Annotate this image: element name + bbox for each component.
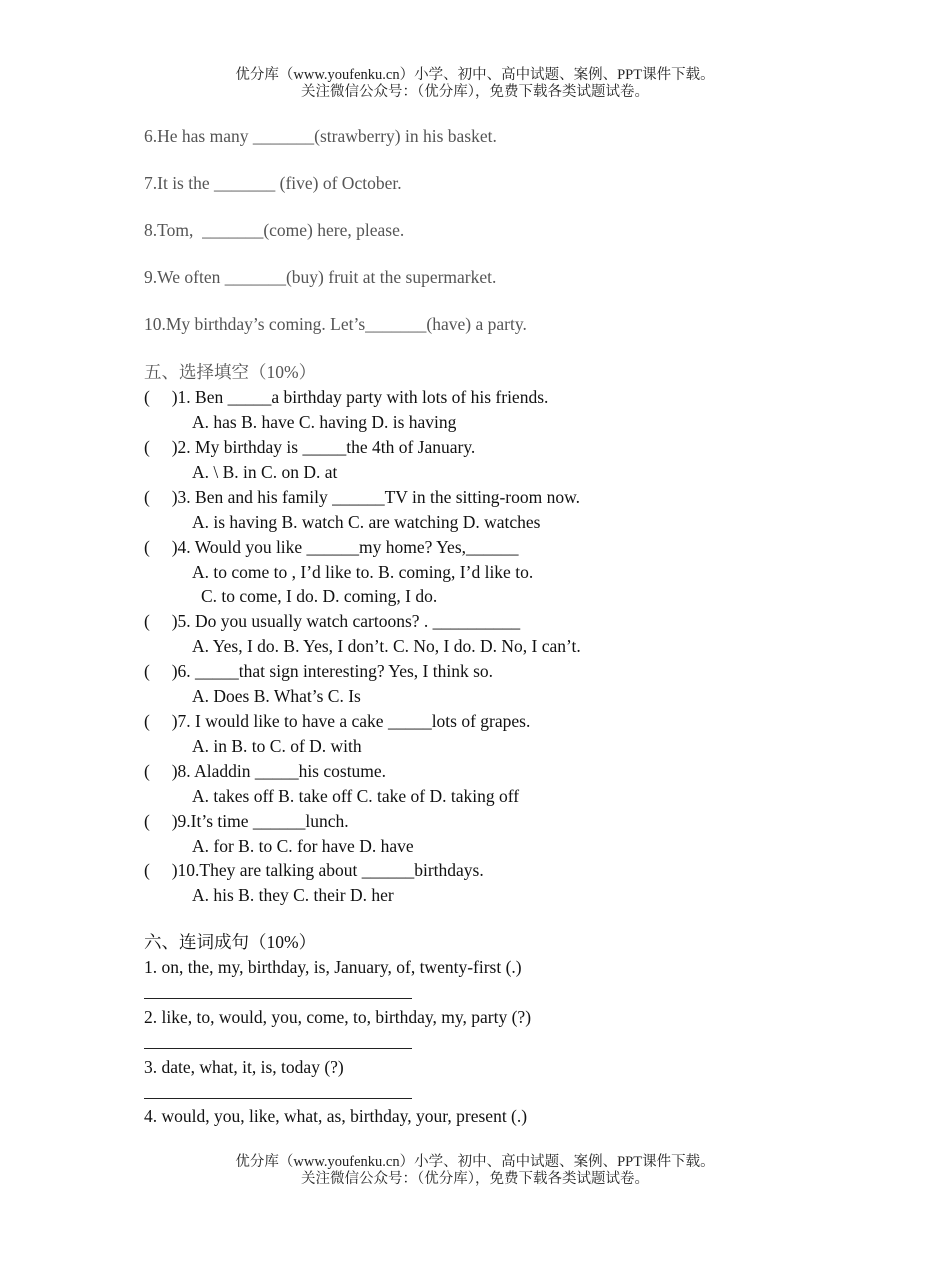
section-5-title: 五、选择填空（10%） <box>144 362 317 382</box>
fill-blank-item-8: 8.Tom, _______(come) here, please. <box>144 220 405 240</box>
fill-blank-item-9: 9.We often _______(buy) fruit at the supermarket. <box>144 267 497 287</box>
answer-line-3 <box>144 1098 412 1099</box>
mc-question-10: ( )10.They are talking about ______birthdays. <box>144 860 484 880</box>
mc-question-1: ( )1. Ben _____a birthday party with lots of his friends. <box>144 387 549 407</box>
mc-question-8: ( )8. Aladdin _____his costume. <box>144 761 387 781</box>
header-line-1: 优分库（www.youfenku.cn）小学、初中、高中试题、案例、PPT课件下载。 <box>235 67 715 83</box>
answer-line-1 <box>144 998 412 999</box>
mc-options-10: A. his B. they C. their D. her <box>192 885 394 905</box>
mc-question-4: ( )4. Would you like ______my home? Yes,______ <box>144 537 519 557</box>
mc-options-4a: A. to come to , I’d like to. B. coming, I’d like to. <box>192 562 534 582</box>
mc-options-7: A. in B. to C. of D. with <box>192 736 362 756</box>
fill-blank-item-10: 10.My birthday’s coming. Let’s_______(have) a party. <box>144 314 527 334</box>
mc-question-7: ( )7. I would like to have a cake _____lots of grapes. <box>144 711 531 731</box>
sentence-item-4: 4. would, you, like, what, as, birthday, your, present (.) <box>144 1106 528 1126</box>
mc-question-3: ( )3. Ben and his family ______TV in the sitting-room now. <box>144 487 580 507</box>
answer-line-2 <box>144 1048 412 1049</box>
page-header <box>0 67 950 101</box>
footer-line-1: 优分库（www.youfenku.cn）小学、初中、高中试题、案例、PPT课件下载。 <box>235 1154 715 1170</box>
mc-options-4b: C. to come, I do. D. coming, I do. <box>201 586 438 606</box>
mc-options-3: A. is having B. watch C. are watching D. watches <box>192 512 541 532</box>
mc-question-6: ( )6. _____that sign interesting? Yes, I think so. <box>144 661 494 681</box>
mc-options-6: A. Does B. What’s C. Is <box>192 686 361 706</box>
fill-blank-item-6: 6.He has many _______(strawberry) in his basket. <box>144 126 497 146</box>
mc-question-9: ( )9.It’s time ______lunch. <box>144 811 349 831</box>
mc-options-1: A. has B. have C. having D. is having <box>192 412 457 432</box>
mc-question-5: ( )5. Do you usually watch cartoons? . __________ <box>144 611 521 631</box>
sentence-item-1: 1. on, the, my, birthday, is, January, of, twenty-first (.) <box>144 957 522 977</box>
header-line-2: 关注微信公众号：（优分库），免费下载各类试题试卷。 <box>301 84 649 100</box>
sentence-item-3: 3. date, what, it, is, today (?) <box>144 1057 344 1077</box>
fill-blank-item-7: 7.It is the _______ (five) of October. <box>144 173 402 193</box>
mc-options-2: A. \ B. in C. on D. at <box>192 462 338 482</box>
mc-options-5: A. Yes, I do. B. Yes, I don’t. C. No, I do. D. No, I can’t. <box>192 636 581 656</box>
mc-options-9: A. for B. to C. for have D. have <box>192 836 414 856</box>
sentence-item-2: 2. like, to, would, you, come, to, birthday, my, party (?) <box>144 1007 532 1027</box>
mc-question-2: ( )2. My birthday is _____the 4th of January. <box>144 437 476 457</box>
section-6-title: 六、连词成句（10%） <box>144 932 317 952</box>
mc-options-8: A. takes off B. take off C. take of D. taking off <box>192 786 520 806</box>
page-footer <box>0 1154 950 1188</box>
footer-line-2: 关注微信公众号：（优分库），免费下载各类试题试卷。 <box>301 1171 649 1187</box>
